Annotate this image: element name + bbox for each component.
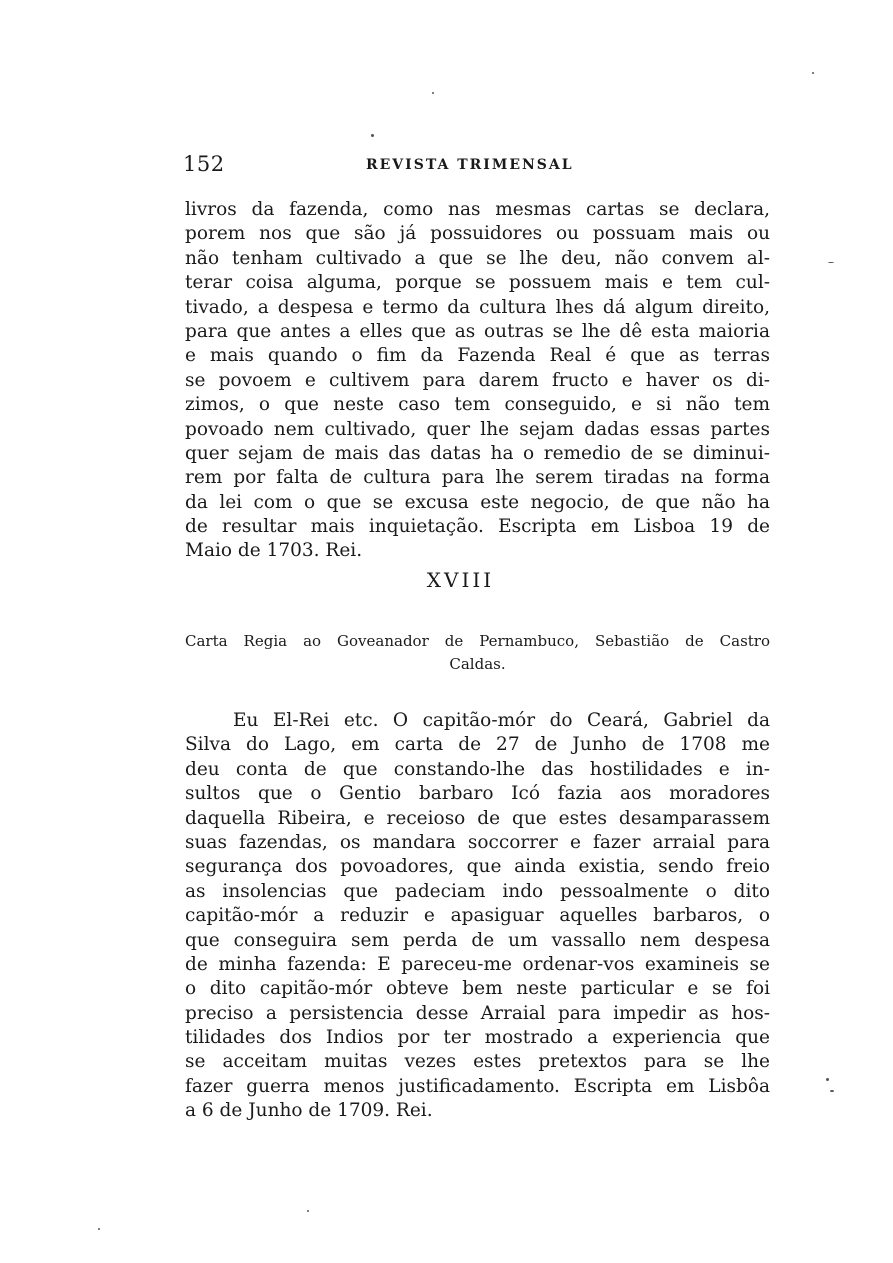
scan-speck (830, 1090, 834, 1092)
running-title: REVISTA TRIMENSAL (366, 157, 574, 173)
text-line: de minha fazenda: E pareceu-me ordenar-vos examineis se (185, 953, 770, 975)
text-line: rem por falta de cultura para lhe serem tiradas na forma (185, 467, 770, 489)
text-line: preciso a persistencia desse Arraial para impedir as hos- (185, 1002, 770, 1024)
text-line: tilidades dos Indios por ter mostrado a experiencia que (185, 1027, 770, 1049)
text-line: tivado, a despesa e termo da cultura lhes dá algum direito, (185, 296, 770, 318)
text-line: povoado nem cultivado, quer lhe sejam dadas essas partes (185, 418, 770, 440)
text-line: Maio de 1703. Rei. (185, 540, 363, 562)
document-heading (185, 630, 770, 676)
text-line: suas fazendas, os mandara soccorrer e fazer arraial para (185, 831, 770, 853)
text-line: terar coisa alguma, porque se possuem mais e tem cul- (185, 272, 770, 294)
text-line: não tenham cultivado a que se lhe deu, não convem al- (185, 247, 770, 269)
text-line: segurança dos povoadores, que ainda existia, sendo freio (185, 856, 770, 878)
text-line: da lei com o que se excusa este negocio, de que não ha (185, 491, 770, 513)
text-line: sultos que o Gentio barbaro Icó fazia aos moradores (185, 783, 770, 805)
text-line: de resultar mais inquietação. Escripta em Lisboa 19 de (185, 516, 770, 538)
text-line: livros da fazenda, como nas mesmas cartas se declara, (185, 199, 770, 220)
section-numeral: XVIII (426, 568, 495, 592)
text-line: se acceitam muitas vezes estes pretextos para se lhe (185, 1051, 770, 1073)
text-line: e mais quando o fim da Fazenda Real é que as terras (185, 345, 770, 367)
scan-speck (812, 72, 814, 74)
heading-line: Carta Regia ao Goveanador de Pernambuco, Sebastião de Castro (185, 632, 770, 650)
text-line: que conseguira sem perda de um vassallo nem despesa (185, 929, 770, 951)
text-line: porem nos que são já possuidores ou possuam mais ou (185, 223, 770, 245)
scan-speck (98, 1228, 100, 1230)
text-line: Silva do Lago, em carta de 27 de Junho de 1708 me (185, 734, 770, 756)
page-header (183, 152, 773, 182)
text-line: fazer guerra menos justificadamento. Escripta em Lisbôa (185, 1075, 770, 1097)
paragraph-2 (185, 709, 770, 1124)
text-line: se povoem e cultivem para darem fructo e haver os di- (185, 369, 770, 391)
scan-speck (307, 1210, 309, 1212)
scan-speck (371, 134, 374, 137)
text-line: as insolencias que padeciam indo pessoalmente o dito (185, 880, 770, 902)
text-line: Eu El-Rei etc. O capitão-mór do Ceará, Gabriel da (233, 710, 770, 731)
text-line: capitão-mór a reduzir e apasiguar aquelles barbaros, o (185, 905, 770, 927)
scan-speck (432, 92, 434, 94)
page-number: 152 (183, 152, 225, 176)
text-line: para que antes a elles que as outras se lhe dê esta maioria (185, 320, 770, 342)
heading-line: Caldas. (449, 655, 506, 673)
text-line: a 6 de Junho de 1709. Rei. (185, 1100, 433, 1122)
text-line: deu conta de que constando-lhe das hostilidades e in- (185, 758, 770, 780)
scan-speck (826, 1078, 829, 1081)
text-line: o dito capitão-mór obteve bem neste particular e se foi (185, 978, 770, 1000)
text-line: zimos, o que neste caso tem conseguido, e si não tem (185, 394, 770, 416)
paragraph-1 (185, 198, 770, 564)
text-line: quer sejam de mais das datas ha o remedio de se diminui- (185, 442, 770, 464)
text-line: daquella Ribeira, e receioso de que estes desamparassem (185, 807, 770, 829)
scan-speck (828, 262, 834, 263)
